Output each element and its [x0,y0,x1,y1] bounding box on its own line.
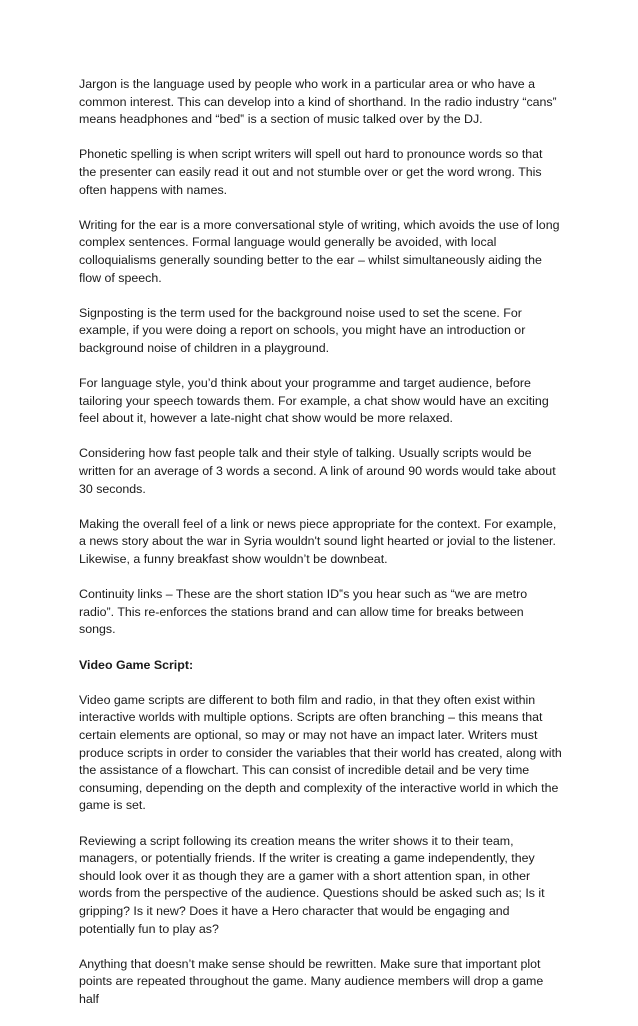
paragraph-talking-speed: Considering how fast people talk and their style of talking. Usually scripts would be written for an average of 3 words a second. A link of around 90 words would take about 30 seconds. [79,446,556,496]
paragraph-language-style: For language style, you’d think about your programme and target audience, before tailoring your speech towards them. For example, a chat show would have an exciting feel about it, however a late-night chat show would be more relaxed. [79,376,549,426]
section-heading: Video Game Script: [79,657,194,672]
paragraph-rewriting: Anything that doesn’t make sense should be rewritten. Make sure that important plot points are repeated throughout the game. Many audience members will drop a game half [79,956,544,1006]
paragraph-video-game-scripts: Video game scripts are different to both film and radio, in that they often exist within interactive worlds with multiple options. Scripts are often branching – this means that certain elements are optional, so may or may not have an impact later. Writers must produce scripts in order to consider the variables that their world has created, along with the assistance of a flowchart. This can consist of incredible detail and be very time consuming, depending on the depth and complexity of the interactive world in which the game is set. [79,692,562,813]
document-page [79,76,563,1026]
paragraph-jargon: Jargon is the language used by people who work in a particular area or who have a common interest. This can develop into a kind of shorthand. In the radio industry “cans‟ means headphones and “bed‟ is a section of music talked over by the DJ. [79,77,557,127]
paragraph-signposting: Signposting is the term used for the background noise used to set the scene. For example, if you were doing a report on schools, you might have an introduction or background noise of children in a playground. [79,305,526,355]
paragraph-phonetic-spelling: Phonetic spelling is when script writers will spell out hard to pronounce words so that the presenter can easily read it out and not stumble over or get the word wrong. This often happens with names. [79,147,543,197]
paragraph-continuity-links: Continuity links – These are the short station ID‟s you hear such as “we are metro radio”. This re-enforces the stations brand and can allow time for breaks between songs. [79,587,528,637]
paragraph-overall-feel: Making the overall feel of a link or news piece appropriate for the context. For example, a news story about the war in Syria wouldn't sound light hearted or jovial to the listener. Likewise, a funny breakfast show wouldn’t be downbeat. [79,516,557,567]
paragraph-writing-for-ear: Writing for the ear is a more conversational style of writing, which avoids the use of long complex sentences. Formal language would generally be avoided, with local colloquialisms generally sounding better to the ear – whilst simultaneously aiding the flow of speech. [79,217,560,285]
paragraph-reviewing-script: Reviewing a script following its creation means the writer shows it to their team, managers, or potentially friends. If the writer is creating a game independently, they should look over it as though they are a gamer with a short attention span, in other words from the perspective of the audience. Questions should be asked such as; Is it gripping? Is it new? Does it have a Hero character that would be engaging and potentially fun to play as? [79,833,545,936]
